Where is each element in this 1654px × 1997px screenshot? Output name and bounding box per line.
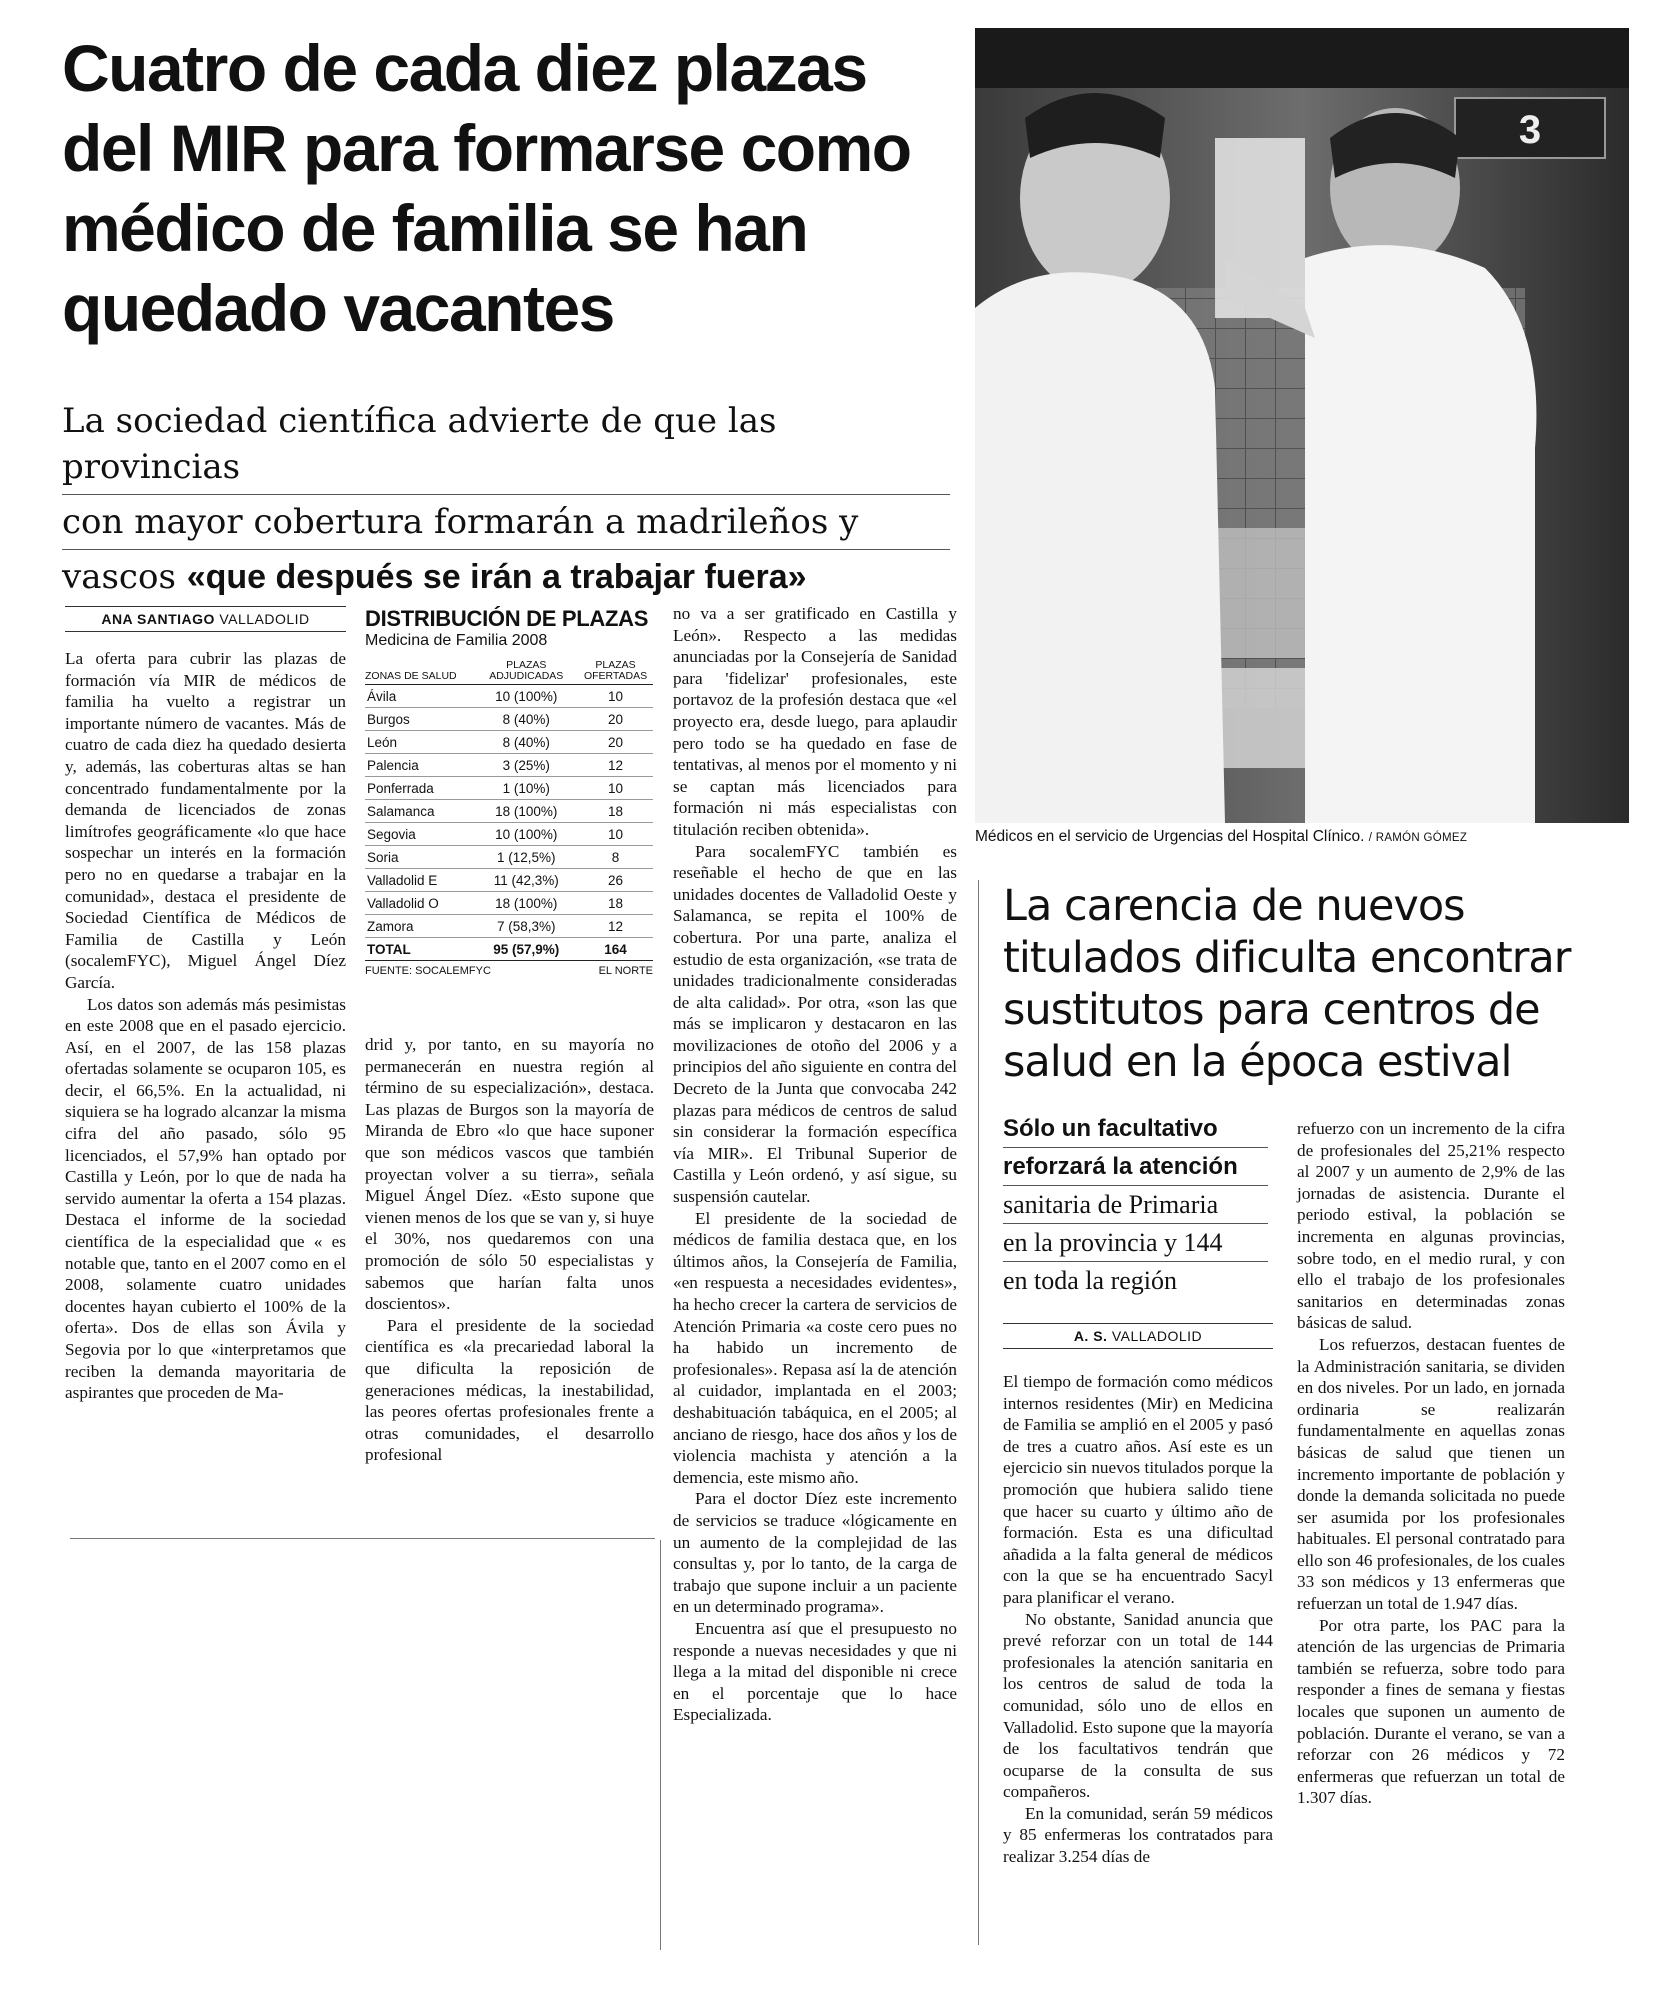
article1-col3-p1: no va a ser gratificado en Castilla y León». Respecto a las medidas anunciadas por la Consejería de Sanidad para 'fidelizar' profesionales, este portavoz de la profesión destaca que «el proyecto era, desde luego, para aplaudir pero todo se ha quedado en fase de tentativas, al menos por el momento y ni se captan más licenciados para formación ni más especialistas con titulación reciben obtenida». bbox=[673, 604, 957, 839]
article2-subhead-bold-1: Sólo un facultativo bbox=[1003, 1110, 1268, 1148]
photo-caption bbox=[975, 828, 1629, 846]
zone-cell: Zamora bbox=[365, 915, 474, 938]
assigned-cell: 1 (12,5%) bbox=[474, 846, 578, 869]
subhead-plain: vascos bbox=[62, 557, 187, 597]
subhead-line-1: La sociedad científica advierte de que las provincias bbox=[62, 398, 950, 495]
article1-col1-p2: Los datos son además más pesimistas en este 2008 que en el pasado ejercicio. Así, en el 2007, de las 158 plazas ofertadas solamente se ocuparon 105, es decir, el 66,5%. En la actualidad, ni siquiera se ha logrado alcanzar la misma cifra del año pasado, sólo 95 licenciados, el 57,9% han optado por Castilla y León, por lo que de nada ha servido aumentar la oferta a 154 plazas. Destaca el informe de la sociedad científica de la especialidad que « es notable que, tanto en el 2007 como en el 2008, solamente cuatro unidades docentes hayan cubierto el 100% de la oferta». Dos de ellas son Ávila y Segovia por lo que «interpretamos que reciben la demanda mayoritaria de aspirantes que proceden de Ma- bbox=[65, 994, 346, 1403]
article1-col3-p4: Para el doctor Díez este incremento de servicios se traduce «lógicamente en un aumento de la complejidad de las consultas y, por lo tanto, de la carga de trabajo que supone incluir a un paciente en un determinado programa». bbox=[673, 1489, 957, 1617]
byline-place: VALLADOLID bbox=[219, 611, 310, 627]
table-row bbox=[365, 823, 653, 846]
table-row bbox=[365, 754, 653, 777]
zone-cell: Valladolid O bbox=[365, 892, 474, 915]
table-row bbox=[365, 846, 653, 869]
article1-bottom-rule bbox=[70, 1538, 655, 1539]
subhead-quote: «que después se irán a trabajar fuera» bbox=[186, 558, 807, 596]
zone-cell: Salamanca bbox=[365, 800, 474, 823]
zone-cell: Soria bbox=[365, 846, 474, 869]
table-row bbox=[365, 731, 653, 754]
photo-doctors-urgencias bbox=[975, 28, 1629, 823]
article2-col2 bbox=[1297, 1118, 1565, 1809]
zone-cell: Palencia bbox=[365, 754, 474, 777]
subhead-line-3 bbox=[62, 557, 807, 597]
assigned-cell: 95 (57,9%) bbox=[474, 938, 578, 961]
article2-subhead-line-3: sanitaria de Primaria bbox=[1003, 1186, 1268, 1224]
table-row bbox=[365, 800, 653, 823]
photo-illustration bbox=[975, 28, 1629, 823]
article2-subhead bbox=[1003, 1110, 1268, 1299]
assigned-cell: 8 (40%) bbox=[474, 731, 578, 754]
article2-col1-p1: El tiempo de formación como médicos internos residentes (Mir) en Medicina de Familia se amplió en el 2005 y pasó de tres a cuatro años. Así este es un ejercicio sin nuevos titulados porque la promoción que hubiera salido tiene que hacer su cuarto y último año de formación. Esta es una dificultad añadida a la falta general de médicos con la que se ha encuentrado Sacyl para planificar el verano. bbox=[1003, 1372, 1273, 1607]
assigned-cell: 1 (10%) bbox=[474, 777, 578, 800]
offered-cell: 12 bbox=[578, 915, 653, 938]
subhead-line-2: con mayor cobertura formarán a madrileños y bbox=[62, 499, 950, 550]
offered-cell: 10 bbox=[578, 685, 653, 708]
article1-col2 bbox=[365, 1034, 654, 1466]
subhead bbox=[62, 398, 950, 600]
zone-cell: Ponferrada bbox=[365, 777, 474, 800]
offered-cell: 20 bbox=[578, 731, 653, 754]
table-row bbox=[365, 708, 653, 731]
assigned-cell: 10 (100%) bbox=[474, 685, 578, 708]
offered-cell: 8 bbox=[578, 846, 653, 869]
table-row bbox=[365, 915, 653, 938]
article1-col3-p3: El presidente de la sociedad de médicos de familia destaca que, en los últimos años, la Consejería de Familia, «en respuesta a necesidades evidentes», ha hecho crecer la cartera de servicios de Atención Primaria «a coste cero pues no ha habido un incremento de profesionales». Repasa así la de atención al cuidador, implantada en el 2003; deshabituación tabáquica, en el 2005; al anciano de riesgo, hace dos años y los de violencia machista y atención a la demencia, este mismo año. bbox=[673, 1208, 957, 1487]
article2-left-rule bbox=[978, 880, 979, 1945]
photo-sign-number: 3 bbox=[1518, 108, 1542, 152]
assigned-cell: 7 (58,3%) bbox=[474, 915, 578, 938]
table-header-row bbox=[365, 658, 653, 685]
table-row bbox=[365, 869, 653, 892]
article1-col3-p5: Encuentra así que el presupuesto no responde a nuevas necesidades y que ni llega a la mitad del disponible ni crece en el porcentaje que lo hace Especializada. bbox=[673, 1618, 957, 1725]
distribution-table-box bbox=[365, 606, 653, 977]
article1-col3-p2: Para socalemFYC también es reseñable el hecho de que en las unidades docentes de Valladolid Oeste y Salamanca, se repita el 100% de cobertura. Por una parte, analiza el estudio de esta organización, «se trata de unidades tradicionalmente consideradas de alta calidad». Por otra, «son las que más se implicaron y destacaron en las movilizaciones de otoño del 2006 y a principios del año siguiente en contra del Decreto de la Junta que convocaba 242 plazas para médicos de centros de salud sin considerar la formación específica vía MIR». El Tribunal Superior de Castilla y León ordenó, y así sigue, su suspensión cautelar. bbox=[673, 841, 957, 1207]
offered-cell: 10 bbox=[578, 777, 653, 800]
article1-col2-p1: drid y, por tanto, en su mayoría no permanecerán en nuestra región al término de su especialización», destaca. Las plazas de Burgos son la mayoría de Miranda de Ebro «lo que hace suponer que son médicos vascos que también proyectan volver a su tierra», señala Miguel Ángel Díez. «Esto supone que vienen menos de los que se van y, si huye el 30%, nos quedaremos con una promoción de sólo 50 especialistas y sabemos que harían falta unos doscientos». bbox=[365, 1035, 654, 1314]
zone-cell: Segovia bbox=[365, 823, 474, 846]
article2-col1-p2: No obstante, Sanidad anuncia que prevé reforzar con un total de 144 profesionales la atención sanitaria en los centros de salud de toda la comunidad, sólo uno de ellos en Valladolid. Esto supone que la mayoría de los facultativos tendrán que ocuparse de la consulta de sus compañeros. bbox=[1003, 1609, 1273, 1802]
table-header-assigned: PLAZAS ADJUDICADAS bbox=[474, 658, 578, 685]
byline bbox=[65, 606, 346, 632]
offered-cell: 18 bbox=[578, 800, 653, 823]
article2-subhead-line-4: en la provincia y 144 bbox=[1003, 1224, 1268, 1262]
offered-cell: 20 bbox=[578, 708, 653, 731]
article2-byline-author: A. S. bbox=[1073, 1328, 1108, 1344]
assigned-cell: 18 (100%) bbox=[474, 892, 578, 915]
article2-headline: La carencia de nuevos titulados dificulta encontrar sustitutos para centros de salud en la época estival bbox=[1003, 881, 1571, 1087]
article1-col2-p2: Para el presidente de la sociedad científica es «la precariedad laboral la que dificulta la reposición de generaciones médicas, la inestabilidad, las peores ofertas profesionales frente a otras comunidades, el desarrollo profesional bbox=[365, 1315, 654, 1465]
article1-col1 bbox=[65, 606, 346, 1404]
article2-byline-place: VALLADOLID bbox=[1111, 1328, 1203, 1344]
zone-cell: León bbox=[365, 731, 474, 754]
article2-subhead-bold-2: reforzará la atención bbox=[1003, 1148, 1268, 1186]
table-header-zone: ZONAS DE SALUD bbox=[365, 658, 474, 685]
assigned-cell: 8 (40%) bbox=[474, 708, 578, 731]
table-total-row bbox=[365, 938, 653, 961]
table-title: DISTRIBUCIÓN DE PLAZAS bbox=[365, 606, 649, 631]
table-row bbox=[365, 777, 653, 800]
table-source: FUENTE: SOCALEMFYC bbox=[365, 965, 491, 977]
headline: Cuatro de cada diez plazas del MIR para formarse como médico de familia se han quedado vacantes bbox=[62, 31, 911, 345]
distribution-table bbox=[365, 658, 653, 961]
assigned-cell: 18 (100%) bbox=[474, 800, 578, 823]
article2-col2-p1: refuerzo con un incremento de la cifra de profesionales del 25,21% respecto al 2007 y un aumento de 2,9% de las jornadas de asistencia. Durante el periodo estival, la población se incrementa en algunas provincias, sobre todo, en el medio rural, y con ello el trabajo de los profesionales sanitarios en determinadas zonas básicas de salud. bbox=[1297, 1119, 1565, 1333]
assigned-cell: 3 (25%) bbox=[474, 754, 578, 777]
caption-credit: / RAMÓN GÓMEZ bbox=[1368, 832, 1468, 844]
offered-cell: 18 bbox=[578, 892, 653, 915]
article2-col2-p3: Por otra parte, los PAC para la atención de las urgencias de Primaria también se refuerza, sobre todo para responder a fines de semana y fiestas locales que suponen un aumento de población. Durante el verano, se van a reforzar con 26 médicos y 72 enfermeras que refuerzan un total de 1.307 días. bbox=[1297, 1615, 1565, 1808]
table-row bbox=[365, 892, 653, 915]
zone-cell: Burgos bbox=[365, 708, 474, 731]
table-credit: EL NORTE bbox=[598, 965, 653, 977]
table-subtitle: Medicina de Familia 2008 bbox=[365, 632, 548, 649]
table-row bbox=[365, 685, 653, 708]
column-divider bbox=[660, 1540, 661, 1950]
article1-col3 bbox=[673, 603, 957, 1726]
article2-subhead-line-5: en toda la región bbox=[1003, 1266, 1177, 1295]
zone-cell: Ávila bbox=[365, 685, 474, 708]
article2-col2-p2: Los refuerzos, destacan fuentes de la Administración sanitaria, se dividen en dos niveles. Por un lado, en jornada ordinaria se realizarán fundamentalmente en aquellas zonas básicas de salud que tienen un incremento importante de población y donde la demanda solicitada no puede ser asumida por los profesionales habituales. El personal contratado para ello son 46 profesionales, de los cuales 33 son médicos y 13 enfermeras que refuerzan un total de 1.947 días. bbox=[1297, 1334, 1565, 1614]
zone-cell: TOTAL bbox=[365, 938, 474, 961]
article1-col1-p1: La oferta para cubrir las plazas de formación vía MIR de médicos de familia ha vuelto a registrar un importante número de vacantes. Más de cuatro de cada diez ha quedado desierta y, además, las coberturas altas se han concentrado fundamentalmente por la demanda de licenciados de zonas limítrofes geográficamente «lo que hace sospechar un interés en la formación pero no en quedarse a trabajar en la comunidad», destaca el presidente de Sociedad Científica de Médicos de Familia de Castilla y León (socalemFYC), Miguel Ángel Díez García. bbox=[65, 649, 346, 992]
offered-cell: 26 bbox=[578, 869, 653, 892]
offered-cell: 12 bbox=[578, 754, 653, 777]
table-footer bbox=[365, 965, 653, 977]
zone-cell: Valladolid E bbox=[365, 869, 474, 892]
offered-cell: 164 bbox=[578, 938, 653, 961]
assigned-cell: 10 (100%) bbox=[474, 823, 578, 846]
table-header-offered: PLAZAS OFERTADAS bbox=[578, 658, 653, 685]
byline-author: ANA SANTIAGO bbox=[101, 611, 215, 627]
assigned-cell: 11 (42,3%) bbox=[474, 869, 578, 892]
article2-byline bbox=[1003, 1323, 1273, 1349]
caption-text: Médicos en el servicio de Urgencias del Hospital Clínico. bbox=[975, 828, 1365, 845]
article2-col1 bbox=[1003, 1323, 1273, 1868]
offered-cell: 10 bbox=[578, 823, 653, 846]
article2-col1-p3: En la comunidad, serán 59 médicos y 85 enfermeras los contratados para realizar 3.254 días de bbox=[1003, 1803, 1273, 1867]
